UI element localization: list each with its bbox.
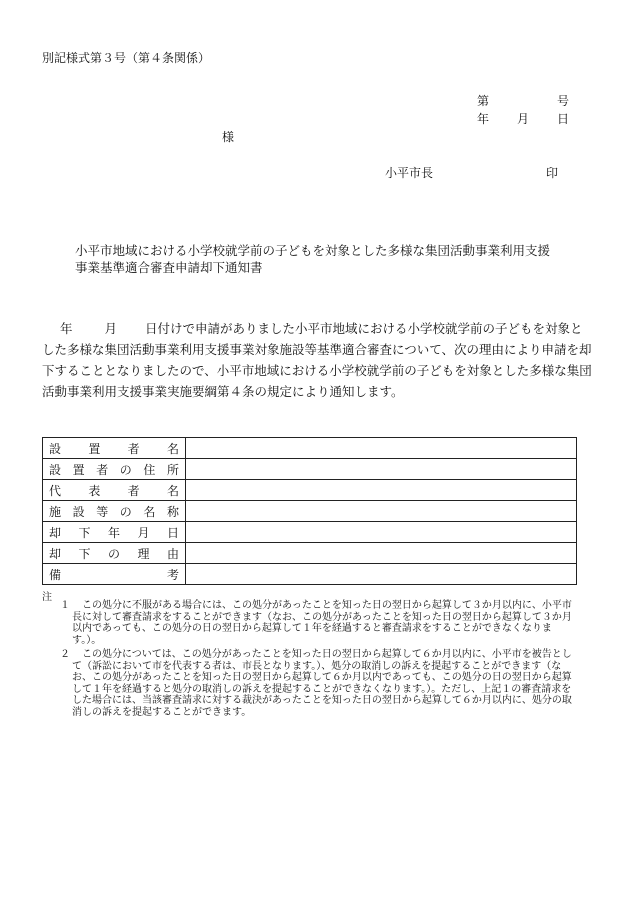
row-value[interactable] <box>186 522 577 543</box>
note-number: １ <box>60 600 70 611</box>
row-value[interactable] <box>186 438 577 459</box>
document-number-suffix: 号 <box>557 94 570 108</box>
row-label: 設置者名 <box>43 438 186 459</box>
note-item <box>60 649 580 719</box>
row-value[interactable] <box>186 564 577 585</box>
table-row <box>43 564 577 585</box>
row-value[interactable] <box>186 459 577 480</box>
date-year: 年 <box>477 112 490 126</box>
addressee-suffix: 様 <box>222 130 235 144</box>
row-label: 設置者の住所 <box>43 459 186 480</box>
date-day: 日 <box>557 112 570 126</box>
table-row <box>43 480 577 501</box>
body-year: 年 <box>60 321 73 336</box>
row-label: 却下年月日 <box>43 522 186 543</box>
table-row <box>43 459 577 480</box>
note-item <box>60 600 580 646</box>
row-value[interactable] <box>186 480 577 501</box>
row-label: 却下の理由 <box>43 543 186 564</box>
seal-mark: 印 <box>546 166 559 180</box>
detail-table <box>42 437 577 585</box>
table-row <box>43 522 577 543</box>
notes-heading: 注 <box>42 592 52 603</box>
table-row <box>43 501 577 522</box>
row-value[interactable] <box>186 501 577 522</box>
note-number: ２ <box>60 649 70 660</box>
row-value[interactable] <box>186 543 577 564</box>
body-text: 日付けで申請がありました小平市地域における小学校就学前の子どもを対象とした多様な集団活動事業利用支援事業対象施設等基準適合審査について、次の理由により申請を却下することとなりましたので、小平市地域における小学校就学前の子どもを対象とした多様な集団活動事業利用支援事業実施要綱第４条の規定により通知します。 <box>42 321 592 399</box>
note-text: この処分については、この処分があったことを知った日の翌日から起算して６か月以内に、小平市を被告として（訴訟において市を代表する者は、市長となります。）、処分の取消しの訴えを提起することができます（なお、この処分があったことを知った日の翌日から起算して６か月以内であっても、この処分の日の翌日から起算して１年を経過すると処分の取消しの訴えを提起することができなくなります。）。ただし、上記１の審査請求をした場合には、当該審査請求に対する裁決があったことを知った日の翌日から起算して６か月以内に、処分の取消しの訴えを提起することができます。 <box>72 649 572 718</box>
form-identifier: 別記様式第３号（第４条関係） <box>42 51 211 65</box>
table-row <box>43 438 577 459</box>
row-label: 施設等の名称 <box>43 501 186 522</box>
document-title: 小平市地域における小学校就学前の子どもを対象とした多様な集団活動事業利用支援事業基準適合審査申請却下通知書 <box>75 243 551 275</box>
body-paragraph <box>42 318 592 402</box>
date-month: 月 <box>517 112 530 126</box>
issuer-name: 小平市長 <box>385 166 434 180</box>
row-label: 代表者名 <box>43 480 186 501</box>
body-month: 月 <box>104 321 118 336</box>
table-row <box>43 543 577 564</box>
row-label: 備考 <box>43 564 186 585</box>
note-text: この処分に不服がある場合には、この処分があったことを知った日の翌日から起算して３か月以内に、小平市長に対して審査請求をすることができます（なお、この処分があったことを知った日の翌日から起算して３か月以内であっても、この処分の日の翌日から起算して１年を経過すると審査請求をすることができなくなります。）。 <box>72 600 572 646</box>
document-number-prefix: 第 <box>477 94 490 108</box>
